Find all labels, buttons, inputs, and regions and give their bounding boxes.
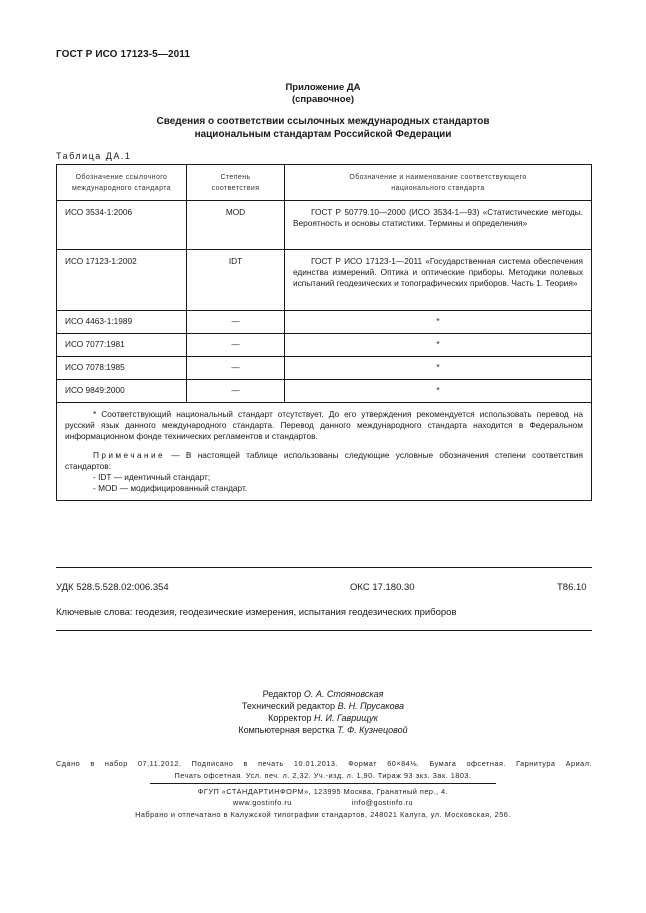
table-notes-row bbox=[57, 403, 592, 501]
note-text: — В настоящей таблице использованы следующие условные обозначения степени соответствия стандартов: bbox=[65, 450, 583, 471]
credit-layout bbox=[0, 724, 646, 737]
table-header-row bbox=[57, 165, 592, 201]
imprint-site: www.gostinfo.ru bbox=[232, 798, 292, 807]
national-text: ГОСТ Р ИСО 17123-1—2011 «Государственная система обеспечения единства измерений. Оптика и оптические приборы. Методики полевых испытаний геодезических и топографических приборов. Часть 1. Теория» bbox=[293, 256, 583, 288]
ref-cell: ИСО 3534-1:2006 bbox=[57, 201, 187, 250]
table-footnote: * Соответствующий национальный стандарт отсутствует. До его утверждения рекомендуется использовать перевод на русский язык данного международного стандарта. Перевод данного международного стандарта находится в Федеральном информационном фонде технических регламентов и стандартов. bbox=[65, 409, 583, 441]
udk-code: УДК 528.5.528.02:006.354 bbox=[56, 582, 169, 593]
national-cell: * bbox=[285, 311, 592, 334]
header-text: международного стандарта bbox=[71, 184, 172, 192]
ref-cell: ИСО 7078:1985 bbox=[57, 357, 187, 380]
table-row bbox=[57, 311, 592, 334]
classification-code: Т86.10 bbox=[557, 582, 587, 593]
appendix-title-line2: национальным стандартам Российской Федерации bbox=[194, 129, 452, 140]
degree-cell: — bbox=[187, 311, 285, 334]
header-text: Обозначение ссылочного bbox=[75, 173, 168, 181]
credit-editor bbox=[0, 688, 646, 701]
document-code: ГОСТ Р ИСО 17123-5—2011 bbox=[56, 49, 191, 60]
table-caption: Таблица ДА.1 bbox=[56, 151, 132, 161]
degree-cell: IDT bbox=[187, 250, 285, 311]
national-cell: * bbox=[285, 334, 592, 357]
credit-corrector bbox=[0, 712, 646, 725]
table-row bbox=[57, 357, 592, 380]
compliance-table bbox=[56, 164, 592, 501]
table-row bbox=[57, 201, 592, 250]
national-cell: * bbox=[285, 380, 592, 403]
header-text: национального стандарта bbox=[391, 184, 485, 192]
header-text: Обозначение и наименование соответствующего bbox=[349, 173, 527, 181]
note-label: Примечание bbox=[93, 450, 166, 460]
credit-tech-editor bbox=[0, 700, 646, 713]
table-notes bbox=[57, 403, 592, 501]
divider bbox=[150, 783, 496, 784]
appendix-title-line1: Сведения о соответствии ссылочных международных стандартов bbox=[156, 116, 490, 127]
imprint-printer: Набрано и отпечатано в Калужской типографии стандартов, 248021 Калуга, ул. Московская, 256. bbox=[135, 810, 511, 819]
imprint-line2: Печать офсетная. Усл. печ. л. 2,32. Уч.-изд. л. 1,90. Тираж 93 экз. Зак. 1803. bbox=[174, 771, 472, 780]
credit-name: О. А. Стояновская bbox=[303, 689, 384, 699]
oks-code: ОКС 17.180.30 bbox=[350, 582, 415, 593]
header-degree bbox=[187, 165, 285, 201]
ref-cell: ИСО 17123-1:2002 bbox=[57, 250, 187, 311]
imprint-line1: Сдано в набор 07.11.2012. Подписано в печать 10.01.2013. Формат 60×84⅛. Бумага офсетная. Гарнитура Ариал. bbox=[56, 759, 592, 768]
keywords: Ключевые слова: геодезия, геодезические измерения, испытания геодезических приборов bbox=[56, 607, 457, 618]
ref-cell: ИСО 9849:2000 bbox=[57, 380, 187, 403]
header-text: Степень bbox=[220, 173, 251, 181]
credit-role: Редактор bbox=[262, 689, 302, 699]
degree-cell: — bbox=[187, 357, 285, 380]
imprint-email: info@gostinfo.ru bbox=[351, 798, 414, 807]
header-ref-standard bbox=[57, 165, 187, 201]
national-text: ГОСТ Р 50779.10—2000 (ИСО 3534-1—93) «Статистические методы. Вероятность и основы статистики. Термины и определения» bbox=[293, 207, 583, 228]
imprint-contacts bbox=[0, 798, 646, 807]
table-row bbox=[57, 380, 592, 403]
ref-cell: ИСО 7077:1981 bbox=[57, 334, 187, 357]
header-text: соответствия bbox=[211, 184, 260, 192]
national-cell: * bbox=[285, 357, 592, 380]
divider bbox=[56, 630, 592, 631]
credit-role: Компьютерная верстка bbox=[238, 725, 335, 735]
table-row bbox=[57, 334, 592, 357]
note-item-idt: - IDT — идентичный стандарт; bbox=[93, 472, 211, 482]
divider bbox=[56, 567, 592, 568]
credit-name: Н. И. Гаврищук bbox=[314, 713, 378, 723]
credit-name: В. Н. Прусакова bbox=[337, 701, 405, 711]
credit-name: Т. Ф. Кузнецовой bbox=[337, 725, 408, 735]
header-national-standard bbox=[285, 165, 592, 201]
ref-cell: ИСО 4463-1:1989 bbox=[57, 311, 187, 334]
credit-role: Технический редактор bbox=[241, 701, 336, 711]
degree-cell: — bbox=[187, 334, 285, 357]
table-note bbox=[65, 450, 583, 472]
national-cell bbox=[285, 250, 592, 311]
national-cell bbox=[285, 201, 592, 250]
table-row bbox=[57, 250, 592, 311]
degree-cell: MOD bbox=[187, 201, 285, 250]
degree-cell: — bbox=[187, 380, 285, 403]
imprint-publisher: ФГУП «СТАНДАРТИНФОРМ», 123995 Москва, Гранатный пер., 4. bbox=[197, 787, 449, 796]
appendix-kind: (справочное) bbox=[291, 94, 355, 105]
appendix-label: Приложение ДА bbox=[285, 82, 361, 93]
credit-role: Корректор bbox=[268, 713, 312, 723]
note-item-mod: - MOD — модифицированный стандарт. bbox=[93, 483, 248, 493]
